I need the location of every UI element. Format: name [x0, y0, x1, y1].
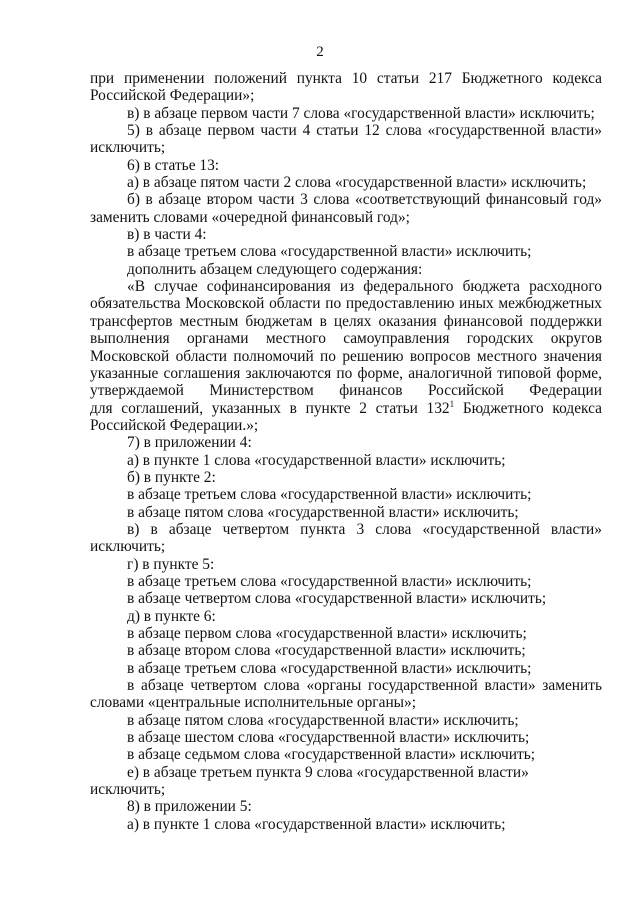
document-body: [90, 70, 602, 833]
paragraph-line: Российской Федерации»;: [90, 87, 255, 105]
paragraph-line: в) в части 4:: [127, 226, 207, 244]
paragraph-line: утверждаемой Министерством финансов Российской Федерации: [90, 382, 602, 400]
paragraph-line: дополнить абзацем следующего содержания:: [127, 260, 423, 278]
paragraph-line: в абзаце шестом слова «государственной власти» исключить;: [127, 729, 530, 747]
paragraph-line: а) в пункте 1 слова «государственной власти» исключить;: [127, 815, 506, 833]
paragraph-line: в абзаце втором слова «государственной власти» исключить;: [127, 642, 526, 660]
paragraph-line: в абзаце четвертом слова «государственной власти» исключить;: [127, 590, 547, 608]
paragraph-line: в абзаце пятом слова «государственной власти» исключить;: [127, 711, 519, 729]
paragraph-line: указанные соглашения заключаются по форме, аналогичной типовой форме,: [90, 364, 602, 382]
paragraph-line: в абзаце третьем слова «государственной власти» исключить;: [127, 243, 532, 261]
paragraph-line: словами «центральные исполнительные органы»;: [90, 694, 416, 712]
paragraph-line: в абзаце третьем слова «государственной власти» исключить;: [127, 572, 532, 590]
paragraph-line: 6) в статье 13:: [127, 156, 220, 174]
paragraph-line: в абзаце седьмом слова «государственной власти» исключить;: [127, 746, 536, 764]
paragraph-line: б) в пункте 2:: [127, 468, 216, 486]
paragraph-line: 7) в приложении 4:: [127, 434, 252, 452]
paragraph-line: в абзаце первом слова «государственной власти» исключить;: [127, 625, 527, 642]
line-text: Бюджетного кодекса: [454, 399, 602, 417]
paragraph-line: трансфертов местным бюджетам в целях оказания финансовой поддержки: [90, 312, 602, 330]
paragraph-line: исключить;: [90, 538, 166, 556]
paragraph-line: выполнения органами местного самоуправления городских округов: [90, 330, 602, 348]
paragraph-line: в абзаце четвертом слова «органы государственной власти» заменить: [127, 677, 602, 695]
paragraph-line: в) в абзаце первом части 7 слова «государственной власти» исключить;: [127, 104, 595, 122]
paragraph-line-with-superscript: [90, 400, 602, 417]
paragraph-line: в) в абзаце четвертом пункта 3 слова «государственной власти»: [127, 520, 602, 538]
paragraph-line: г) в пункте 5:: [127, 555, 215, 573]
paragraph-line: б) в абзаце втором части 3 слова «соответствующий финансовый год»: [127, 191, 602, 209]
paragraph-line: Московской области полномочий по решению вопросов местного значения: [90, 347, 602, 365]
paragraph-line: д) в пункте 6:: [127, 607, 216, 625]
paragraph-line: в абзаце пятом слова «государственной власти» исключить;: [127, 503, 519, 521]
paragraph-line: в абзаце третьем слова «государственной власти» исключить;: [127, 486, 532, 504]
paragraph-line: заменить словами «очередной финансовый год»;: [90, 208, 410, 226]
paragraph-line: при применении положений пункта 10 статьи 217 Бюджетного кодекса: [90, 70, 602, 87]
line-text: для соглашений, указанных в пункте 2 статьи 132: [90, 399, 450, 417]
paragraph-line: а) в пункте 1 слова «государственной власти» исключить;: [127, 451, 506, 469]
paragraph-line: «В случае софинансирования из федерального бюджета расходного: [127, 278, 602, 296]
superscript: 1: [449, 398, 455, 409]
paragraph-line: 5) в абзаце первом части 4 статьи 12 слова «государственной власти»: [127, 122, 602, 140]
page-number: 2: [316, 44, 324, 60]
paragraph-line: исключить;: [90, 139, 166, 157]
paragraph-line: в абзаце третьем слова «государственной власти» исключить;: [127, 659, 532, 677]
paragraph-line: Российской Федерации.»;: [90, 416, 259, 434]
paragraph-line: обязательства Московской области по предоставлению иных межбюджетных: [90, 295, 602, 313]
paragraph-line: 8) в приложении 5:: [127, 798, 252, 816]
paragraph-line: е) в абзаце третьем пункта 9 слова «государственной власти» исключить;: [90, 763, 529, 799]
paragraph-line: а) в абзаце пятом части 2 слова «государственной власти» исключить;: [127, 174, 587, 192]
